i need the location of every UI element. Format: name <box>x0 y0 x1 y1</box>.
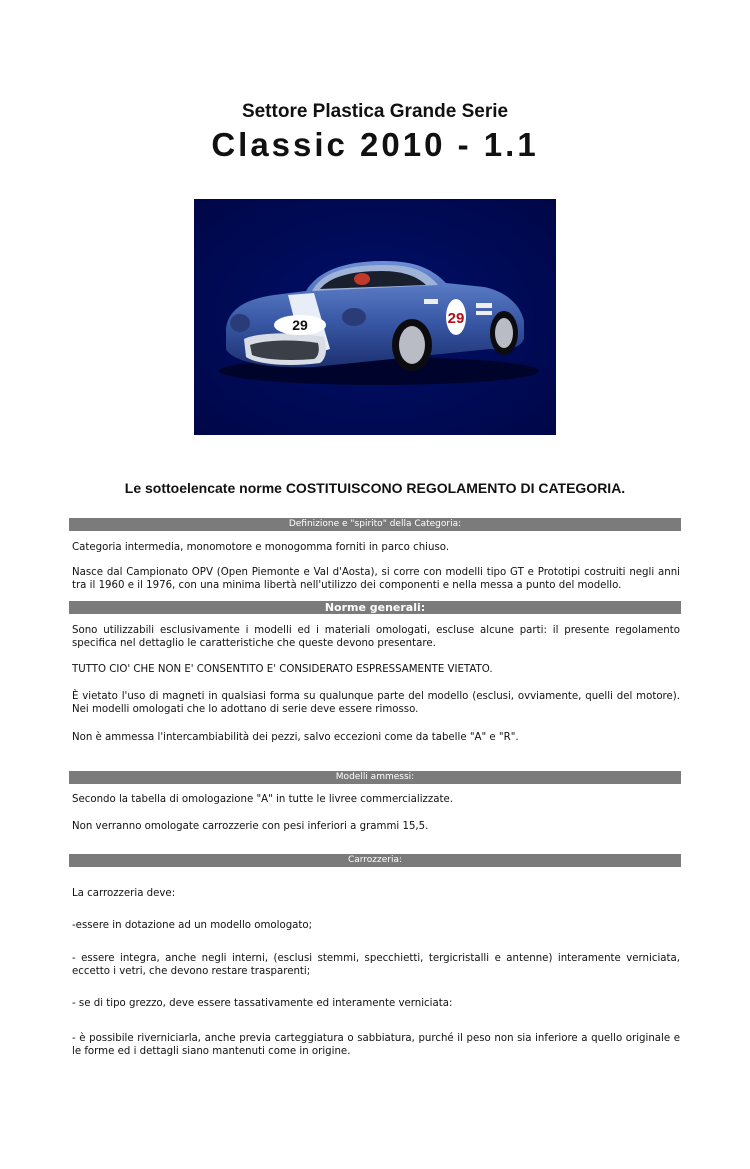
section-heading-norme-generali: Norme generali: <box>69 601 681 614</box>
paragraph: - essere integra, anche negli interni, (esclusi stemmi, specchietti, tergicristalli e antenne) interamente verniciata, eccetto i vetri, che devono restare trasparenti; <box>72 953 680 977</box>
paragraph: TUTTO CIO' CHE NON E' CONSENTITO E' CONSIDERATO ESPRESSAMENTE VIETATO. <box>72 664 493 675</box>
paragraph: - è possibile riverniciarla, anche previa carteggiatura o sabbiatura, purché il peso non sia inferiore a quello originale e le forme ed i dettagli siano mantenuti come in origine. <box>72 1033 680 1057</box>
front-car-number: 29 <box>292 317 308 333</box>
paragraph: Nasce dal Campionato OPV (Open Piemonte e Val d'Aosta), si corre con modelli tipo GT e Prototipi costruiti negli anni tra il 1960 e il 1976, con una minima libertà nell'utilizzo dei componenti e nella messa a punto del modello. <box>72 567 680 591</box>
section-heading-definizione: Definizione e "spirito" della Categoria: <box>69 518 681 531</box>
section-heading-carrozzeria: Carrozzeria: <box>69 854 681 867</box>
paragraph: Sono utilizzabili esclusivamente i modelli ed i materiali omologati, escluse alcune parti: il presente regolamento specifica nel dettaglio le caratteristiche che queste devono presentare. <box>72 625 680 649</box>
paragraph: -essere in dotazione ad un modello omologato; <box>72 920 313 931</box>
document-title: Classic 2010 - 1.1 <box>211 126 539 163</box>
paragraph: - se di tipo grezzo, deve essere tassativamente ed interamente verniciata: <box>72 998 453 1009</box>
paragraph: Non verranno omologate carrozzerie con pesi inferiori a grammi 15,5. <box>72 821 429 832</box>
paragraph: Non è ammessa l'intercambiabilità dei pezzi, salvo eccezioni come da tabelle "A" e "R". <box>72 732 519 743</box>
document-subtitle: Settore Plastica Grande Serie <box>241 101 509 122</box>
paragraph: La carrozzeria deve: <box>72 888 176 899</box>
race-car-photo <box>194 199 556 435</box>
regulation-note: Le sottoelencate norme COSTITUISCONO REGOLAMENTO DI CATEGORIA. <box>124 480 626 496</box>
paragraph: Secondo la tabella di omologazione "A" in tutte le livree commercializzate. <box>72 794 453 805</box>
side-car-number: 29 <box>447 310 465 327</box>
paragraph: Categoria intermedia, monomotore e monogomma forniti in parco chiuso. <box>72 542 450 553</box>
section-heading-modelli-ammessi: Modelli ammessi: <box>69 771 681 784</box>
paragraph: È vietato l'uso di magneti in qualsiasi forma su qualunque parte del modello (esclusi, ovviamente, quelli del motore). Nei modelli omologati che lo adottano di serie deve essere rimosso. <box>72 691 680 715</box>
